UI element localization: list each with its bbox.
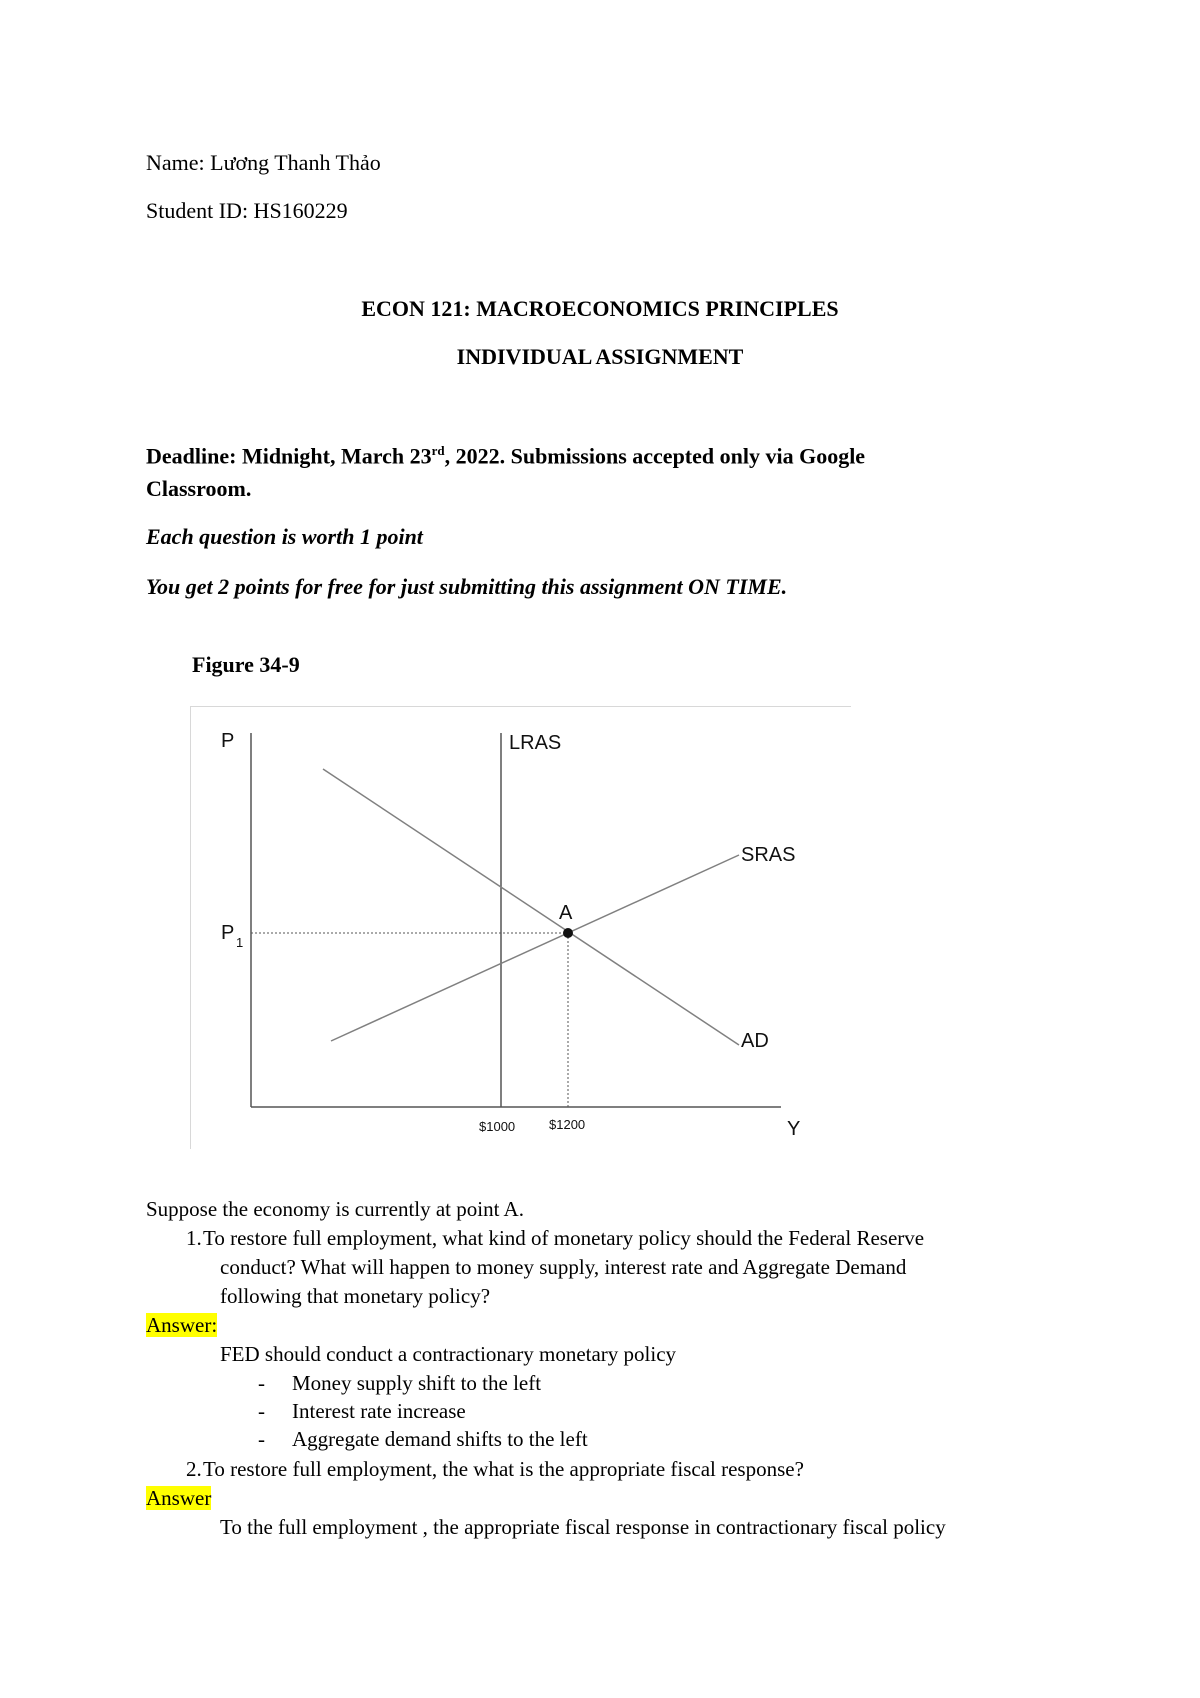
student-name: Name: Lương Thanh Thảo [146, 150, 381, 175]
q1-line-2: conduct? What will happen to money supply, interest rate and Aggregate Demand [220, 1255, 907, 1279]
bullet-dash-2: - [258, 1399, 265, 1423]
label-a: A [559, 902, 573, 924]
answer-1-label: Answer: [146, 1313, 218, 1337]
answer-2-label: Answer [146, 1486, 212, 1510]
bullet-item-3: Aggregate demand shifts to the left [292, 1427, 588, 1451]
label-lras: LRAS [509, 732, 562, 754]
q1-line-3: following that monetary policy? [220, 1284, 491, 1308]
bullet-item-2: Interest rate increase [292, 1399, 466, 1423]
q2-line-1: To restore full employment, the what is the appropriate fiscal response? [203, 1457, 804, 1481]
q2-number: 2. [186, 1457, 202, 1481]
deadline-superscript: rd [431, 443, 445, 458]
intro-text: Suppose the economy is currently at point A. [146, 1197, 524, 1221]
sras-curve [331, 855, 739, 1041]
student-id: Student ID: HS160229 [146, 198, 348, 223]
q1-number: 1. [186, 1226, 202, 1250]
figure-34-9 [190, 706, 851, 1149]
label-ad: AD [741, 1030, 769, 1052]
tick-1200: $1200 [549, 1117, 586, 1132]
label-y: Y [787, 1118, 801, 1140]
points-note: Each question is worth 1 point [146, 524, 423, 549]
course-title: ECON 121: MACROECONOMICS PRINCIPLES [361, 296, 839, 321]
q1-line-1: To restore full employment, what kind of monetary policy should the Federal Reserve [203, 1226, 925, 1250]
answer-2-text: To the full employment , the appropriate fiscal response in contractionary fiscal policy [220, 1515, 946, 1539]
deadline-prefix: Deadline: Midnight, March 23 [146, 443, 432, 469]
bullet-dash-1: - [258, 1371, 265, 1395]
bullet-dash-3: - [258, 1427, 265, 1451]
label-sras: SRAS [741, 844, 796, 866]
point-a [563, 928, 573, 938]
free-points-note: You get 2 points for free for just submitting this assignment ON TIME. [146, 574, 788, 599]
assignment-title: INDIVIDUAL ASSIGNMENT [456, 344, 744, 369]
label-p: P [221, 730, 235, 752]
tick-1000: $1000 [479, 1119, 516, 1134]
label-p1: P [221, 922, 235, 944]
label-p1-sub: 1 [236, 935, 244, 950]
ad-as-diagram [191, 707, 851, 1149]
deadline-line-2: Classroom. [146, 476, 252, 501]
deadline-line [146, 443, 865, 469]
ad-curve [323, 769, 739, 1045]
answer-1-text: FED should conduct a contractionary monetary policy [220, 1342, 677, 1366]
figure-caption: Figure 34-9 [192, 652, 300, 677]
deadline-suffix: , 2022. Submissions accepted only via Google [444, 443, 866, 469]
bullet-item-1: Money supply shift to the left [292, 1371, 542, 1395]
